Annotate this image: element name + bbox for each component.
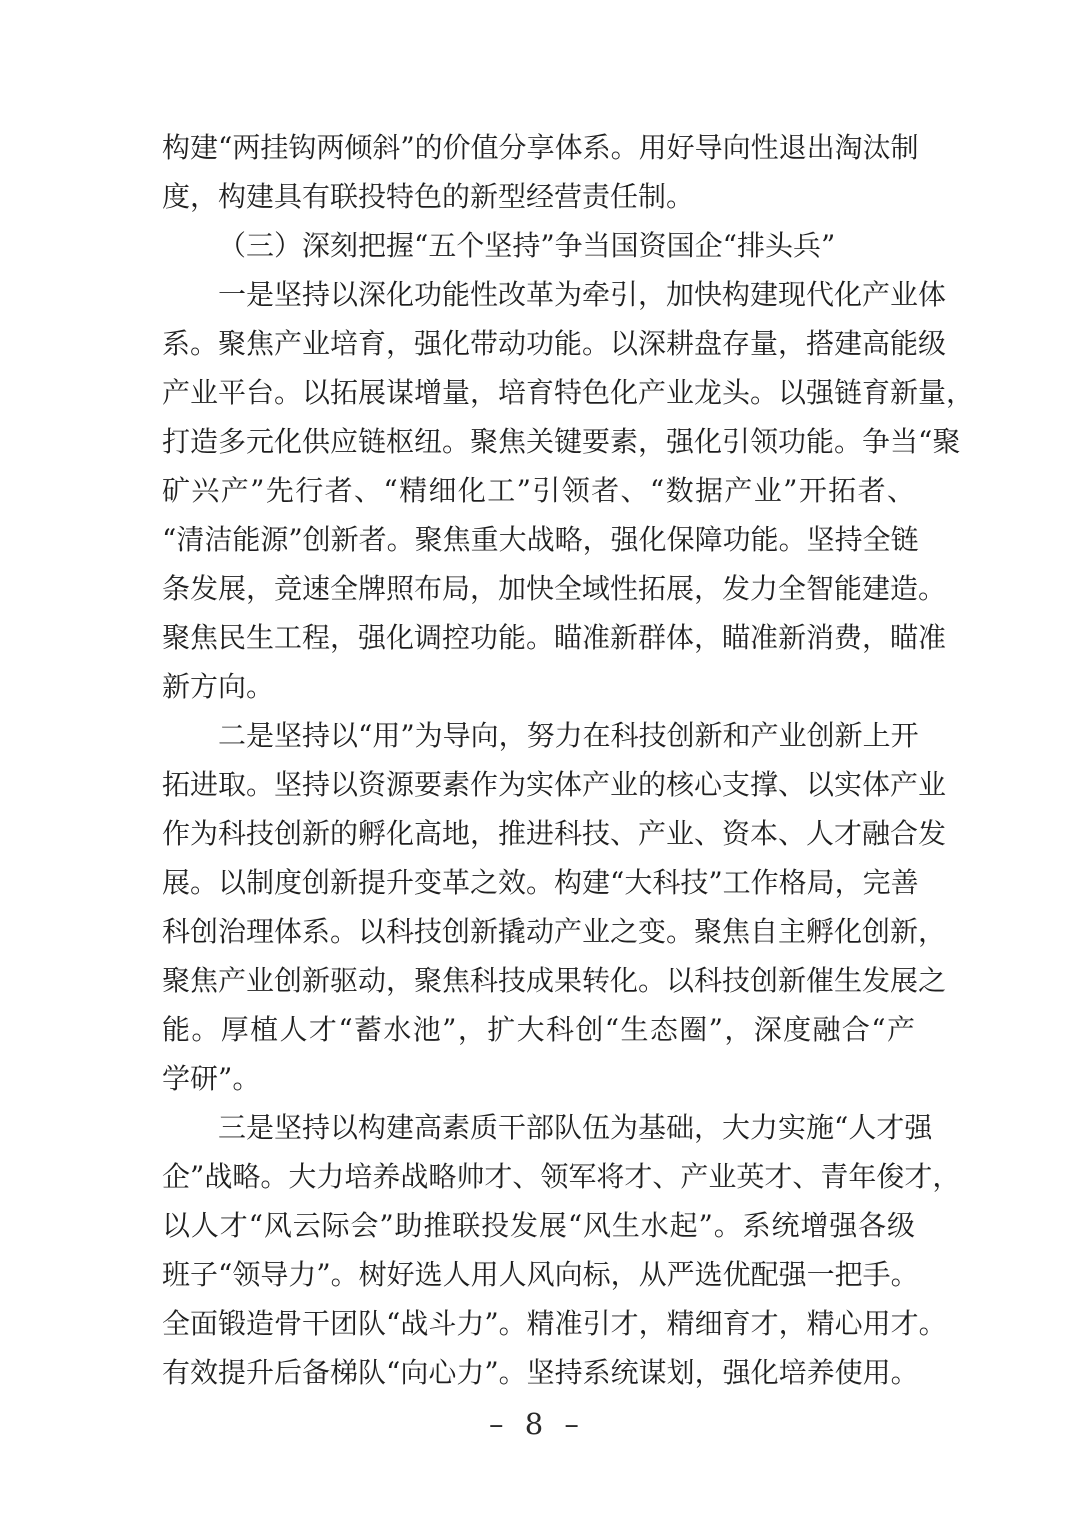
text-line: 二是坚持以“用”为导向，努力在科技创新和产业创新上开 <box>218 719 919 752</box>
body-text <box>162 123 975 1397</box>
text-line: 聚焦产业创新驱动，聚焦科技成果转化。以科技创新催生发展之 <box>162 964 947 997</box>
text-line: 聚焦民生工程，强化调控功能。瞄准新群体，瞄准新消费，瞄准 <box>162 621 947 654</box>
heading-section-three <box>162 221 915 270</box>
text-line: 度，构建具有联投特色的新型经营责任制。 <box>162 180 695 213</box>
text-line: 学研”。 <box>162 1062 261 1095</box>
paragraph-second-point <box>162 711 947 1103</box>
text-line: 企”战略。大力培养战略帅才、领军将才、产业英才、青年俊才， <box>162 1160 961 1193</box>
text-line: 能。厚植人才“蓄水池”，扩大科创“生态圈”，深度融合“产 <box>162 1013 915 1046</box>
paragraph-third-point <box>162 1103 961 1397</box>
text-line: 三是坚持以构建高素质干部队伍为基础，大力实施“人才强 <box>218 1111 933 1144</box>
text-line: 全面锻造骨干团队“战斗力”。精准引才，精细育才，精心用才。 <box>162 1307 947 1340</box>
text-line: 有效提升后备梯队“向心力”。坚持系统谋划，强化培养使用。 <box>162 1356 919 1389</box>
paragraph-first-point <box>162 270 975 711</box>
text-line: 科创治理体系。以科技创新撬动产业之变。聚焦自主孵化创新， <box>162 915 947 948</box>
text-line: 产业平台。以拓展谋增量，培育特色化产业龙头。以强链育新量， <box>162 376 975 409</box>
text-line: 新方向。 <box>162 670 275 703</box>
text-line: 打造多元化供应链枢纽。聚焦关键要素，强化引领功能。争当“聚 <box>162 425 961 458</box>
text-line: 条发展，竞速全牌照布局，加快全域性拓展，发力全智能建造。 <box>162 572 947 605</box>
text-line: 作为科技创新的孵化高地，推进科技、产业、资本、人才融合发 <box>162 817 947 850</box>
text-line: 构建“两挂钩两倾斜”的价值分享体系。用好导向性退出淘汰制 <box>162 131 919 164</box>
text-line: 系。聚焦产业培育，强化带动功能。以深耕盘存量，搭建高能级 <box>162 327 947 360</box>
paragraph-continuation <box>162 123 919 221</box>
text-line: 一是坚持以深化功能性改革为牵引，加快构建现代化产业体 <box>218 278 947 311</box>
text-line: 以人才“风云际会”助推联投发展“风生水起”。系统增强各级 <box>162 1209 915 1242</box>
page-number: – 8 – <box>489 1407 585 1441</box>
text-line: （三）深刻把握“五个坚持”争当国资国企“排头兵” <box>218 229 836 262</box>
text-line: 展。以制度创新提升变革之效。构建“大科技”工作格局，完善 <box>162 866 919 899</box>
text-line: “清洁能源”创新者。聚焦重大战略，强化保障功能。坚持全链 <box>162 523 919 556</box>
text-line: 矿兴产”先行者、“精细化工”引领者、“数据产业”开拓者、 <box>162 474 915 507</box>
text-line: 拓进取。坚持以资源要素作为实体产业的核心支撑、以实体产业 <box>162 768 947 801</box>
text-line: 班子“领导力”。树好选人用人风向标，从严选优配强一把手。 <box>162 1258 919 1291</box>
